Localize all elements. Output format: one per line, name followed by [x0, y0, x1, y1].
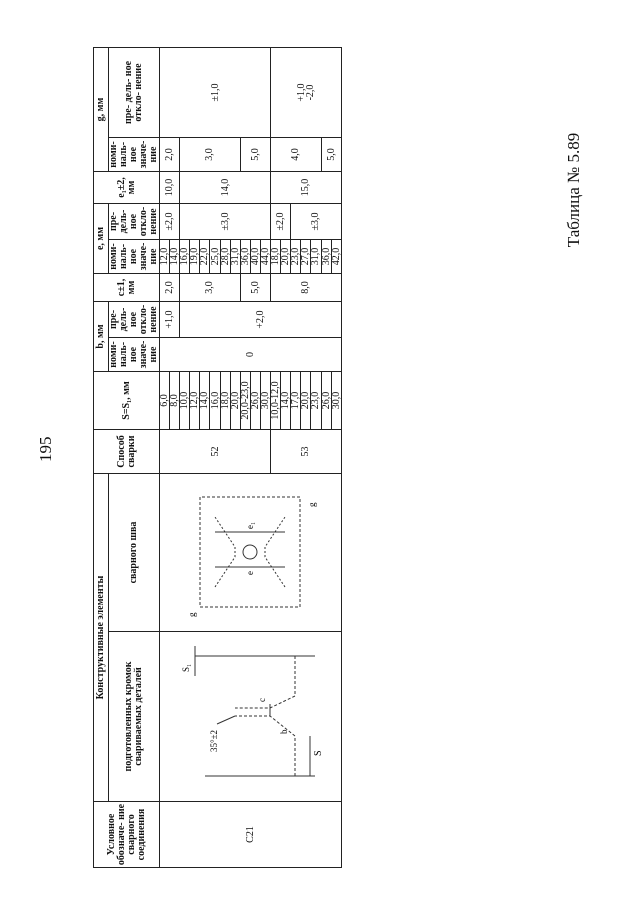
b-tolerance-header: пре- дель- ное откло- нение — [109, 302, 160, 338]
b-tol-1: +1,0 — [160, 302, 180, 338]
e1-header: e₁±2, мм — [94, 172, 160, 204]
e-nominal-cell: 23,0 — [291, 240, 301, 274]
e-tol-1: ±2,0 — [160, 204, 180, 240]
label-e: e — [245, 571, 256, 576]
label-b: b — [279, 730, 290, 735]
e-nominal-cell: 40,0 — [250, 240, 260, 274]
thickness-cell: 12,0 — [190, 372, 200, 430]
c-1: 2,0 — [160, 274, 180, 302]
g-tol-minus: -2,0 — [304, 84, 316, 101]
weld-joint-table — [93, 47, 342, 868]
thickness-cell: 6,0 — [160, 372, 170, 430]
thickness-cell: 14,0 — [200, 372, 210, 430]
e-nominal-cell: 18,0 — [271, 240, 281, 274]
g-tol-2 — [271, 48, 342, 138]
e-nominal-cell: 25,0 — [210, 240, 220, 274]
thickness-cell: 20,0 — [230, 372, 240, 430]
thickness-cell: 17,0 — [291, 372, 301, 430]
designation-value: С21 — [160, 802, 342, 868]
label-g-bottom: g — [307, 503, 318, 508]
e-tol-3: ±2,0 — [271, 204, 291, 240]
e-nominal-cell: 44,0 — [260, 240, 270, 274]
seam-sketch — [160, 474, 342, 632]
e-nominal-cell: 36,0 — [321, 240, 331, 274]
e-nominal-cell: 19,0 — [190, 240, 200, 274]
label-angle: 35°±2 — [209, 730, 220, 753]
constructive-elements-header: Конструктивные элементы — [94, 474, 109, 802]
thickness-cell: 8,0 — [170, 372, 180, 430]
thickness-cell: 14,0 — [281, 372, 291, 430]
g-nom-5: 5,0 — [321, 138, 341, 172]
g-tol-1: ±1,0 — [160, 48, 271, 138]
method-52: 52 — [160, 430, 271, 474]
label-e1: e₁ — [245, 522, 256, 530]
e-header: e, мм — [94, 204, 109, 274]
thickness-cell: 23,0 — [311, 372, 321, 430]
table-title: Таблица № 5.89 — [564, 132, 583, 248]
b-nominal-header: номи- наль- ное значе- ние — [109, 338, 160, 372]
label-s1: S₁ — [181, 664, 192, 673]
e1-2: 14,0 — [180, 172, 271, 204]
g-header: g, мм — [94, 48, 109, 172]
weld-seam-header: сварного шва — [109, 474, 160, 632]
thickness-cell: 10,0 — [180, 372, 190, 430]
e-nominal-cell: 27,0 — [301, 240, 311, 274]
e-tolerance-header: пре- дель- ное откло- нение — [109, 204, 160, 240]
b-nominal: 0 — [160, 338, 342, 372]
e-nominal-cell: 20,0 — [281, 240, 291, 274]
e-nominal-cell: 42,0 — [331, 240, 341, 274]
thickness-cell: 20,0-23,0 — [240, 372, 250, 430]
thickness-cell: 16,0 — [210, 372, 220, 430]
e-nominal-cell: 28,0 — [220, 240, 230, 274]
e-tol-2: ±3,0 — [180, 204, 271, 240]
label-s: S — [313, 750, 325, 757]
c-3: 5,0 — [240, 274, 270, 302]
g-nom-4: 4,0 — [271, 138, 321, 172]
c-2: 3,0 — [180, 274, 241, 302]
label-c: c — [257, 698, 268, 703]
c-header: c±1, мм — [94, 274, 160, 302]
thickness-header: S=S₁, мм — [94, 372, 160, 430]
e-nominal-cell: 31,0 — [230, 240, 240, 274]
edges-sketch-drawing — [175, 637, 325, 797]
b-header: b, мм — [94, 302, 109, 372]
e-nominal-cell: 16,0 — [180, 240, 190, 274]
method-53: 53 — [271, 430, 342, 474]
thickness-cell: 20,0 — [301, 372, 311, 430]
e-nominal-cell: 36,0 — [240, 240, 250, 274]
g-nom-1: 2,0 — [160, 138, 180, 172]
thickness-cell: 30,0 — [260, 372, 270, 430]
page-number: 195 — [36, 436, 55, 462]
weld-table-rotated — [93, 47, 342, 868]
g-nom-2: 3,0 — [180, 138, 241, 172]
e-nominal-header: номи- наль- ное значе- ние — [109, 240, 160, 274]
thickness-cell: 30,0 — [331, 372, 341, 430]
thickness-cell: 26,0 — [250, 372, 260, 430]
thickness-cell: 10,0-12,0 — [271, 372, 281, 430]
e-nominal-cell: 12,0 — [160, 240, 170, 274]
e1-3: 15,0 — [271, 172, 342, 204]
c-4: 8,0 — [271, 274, 342, 302]
e-nominal-cell: 14,0 — [170, 240, 180, 274]
label-g-top: g — [187, 613, 198, 618]
prepared-edges-header: подготовленных кромок свариваемых деталей — [109, 632, 160, 802]
e-tol-4: ±3,0 — [291, 204, 341, 240]
e-nominal-cell: 31,0 — [311, 240, 321, 274]
table-row — [160, 48, 170, 868]
thickness-cell: 18,0 — [220, 372, 230, 430]
e-nominal-cell: 22,0 — [200, 240, 210, 274]
e1-1: 10,0 — [160, 172, 180, 204]
g-tolerance-header: пре- дель- ное откло- нение — [109, 48, 160, 138]
b-tol-2: +2,0 — [180, 302, 342, 338]
g-nom-3: 5,0 — [240, 138, 270, 172]
g-tol-plus: +1,0 — [295, 83, 307, 102]
designation-header: Условное обозначе- ние сварного соединения — [94, 802, 160, 868]
seam-sketch-drawing — [175, 478, 325, 628]
welding-method-header: Способ сварки — [94, 430, 160, 474]
thickness-cell: 26,0 — [321, 372, 331, 430]
edges-sketch — [160, 632, 342, 802]
g-nominal-header: номи- наль- ное значе- ние — [109, 138, 160, 172]
